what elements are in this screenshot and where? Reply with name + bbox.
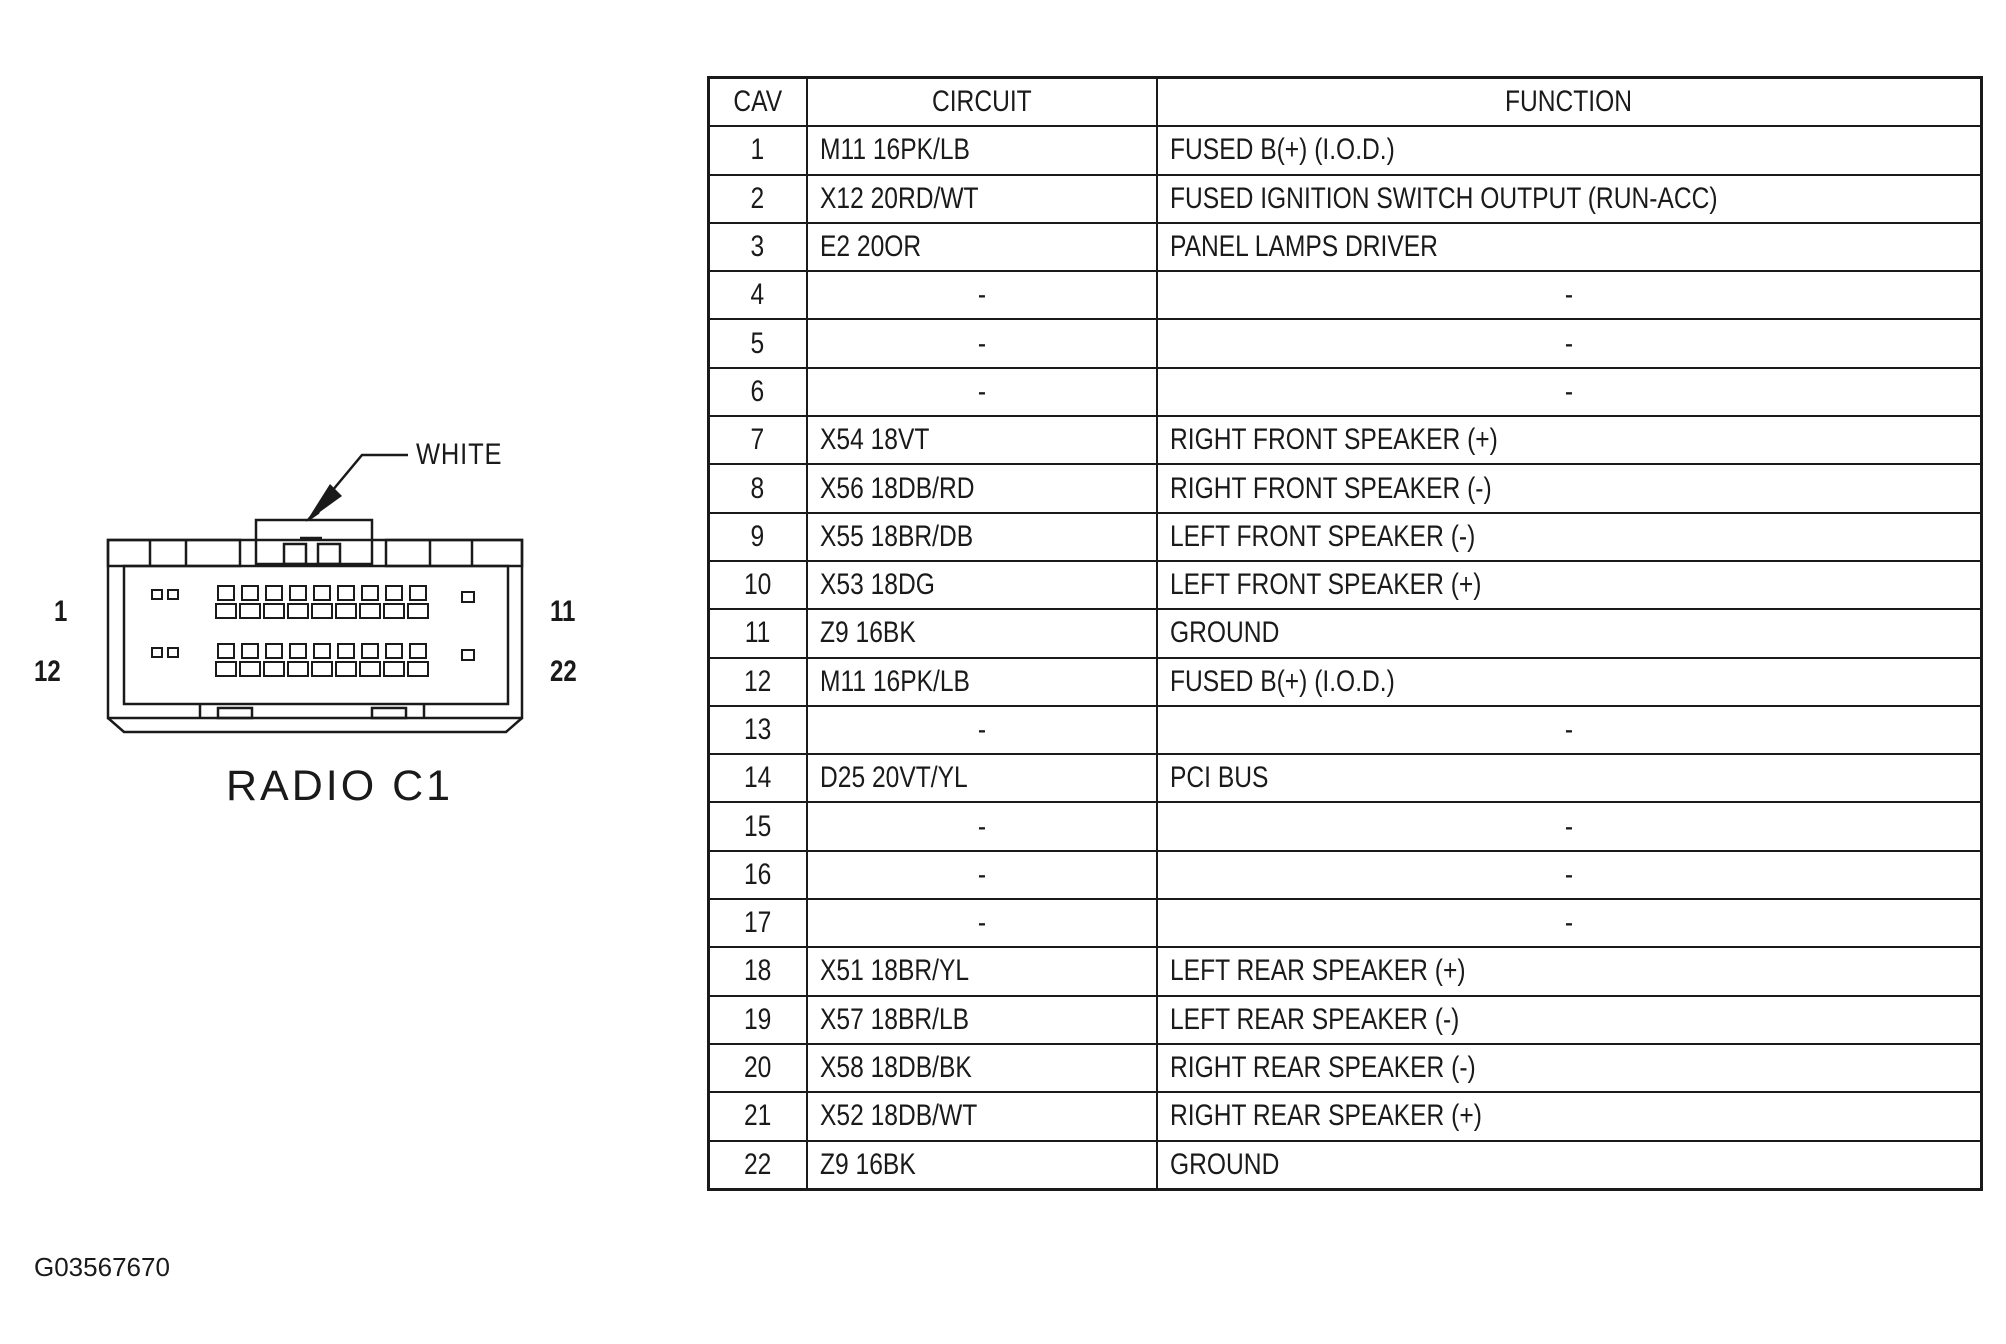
circuit-cell-text: - [977, 713, 986, 746]
cav-cell-text: 21 [744, 1099, 772, 1133]
cav-cell-text: 18 [744, 954, 772, 988]
function-cell-text: LEFT REAR SPEAKER (+) [1169, 954, 1466, 988]
function-cell [1157, 947, 1982, 995]
circuit-cell-text: X52 18DB/WT [819, 1099, 977, 1133]
cav-cell-text: 14 [744, 761, 772, 795]
function-cell [1157, 754, 1982, 802]
cav-cell [709, 561, 807, 609]
cav-cell-text: 2 [750, 181, 765, 215]
circuit-cell-text: X56 18DB/RD [819, 471, 975, 505]
function-cell [1157, 1092, 1982, 1140]
table-row [709, 609, 1982, 657]
circuit-cell-text: - [977, 906, 986, 940]
cav-cell-text: 15 [744, 809, 772, 843]
circuit-cell [807, 319, 1157, 367]
circuit-cell [807, 561, 1157, 609]
circuit-cell-text: Z9 16BK [819, 1147, 916, 1181]
table-row [709, 175, 1982, 223]
circuit-cell [807, 609, 1157, 657]
table-row [709, 802, 1982, 850]
cav-cell [709, 609, 807, 657]
table-row [709, 416, 1982, 464]
table-row [709, 126, 1982, 174]
function-cell [1157, 802, 1982, 850]
circuit-cell-text: D25 20VT/YL [819, 761, 968, 795]
cav-cell [709, 319, 807, 367]
function-cell-text: PCI BUS [1169, 761, 1268, 795]
circuit-cell [807, 802, 1157, 850]
cav-cell-text: 8 [750, 471, 765, 505]
circuit-cell-text: X58 18DB/BK [819, 1051, 972, 1085]
table-header-row [709, 78, 1982, 127]
circuit-cell [807, 706, 1157, 754]
circuit-cell [807, 271, 1157, 319]
function-cell [1157, 175, 1982, 223]
function-cell [1157, 561, 1982, 609]
cav-cell-text: 1 [750, 133, 765, 167]
circuit-cell [807, 996, 1157, 1044]
function-cell-text: FUSED B(+) (I.O.D.) [1169, 133, 1395, 167]
cav-cell-text: 16 [744, 857, 772, 891]
circuit-cell-text: X53 18DG [819, 568, 935, 602]
cav-cell [709, 271, 807, 319]
cav-cell [709, 223, 807, 271]
table-row [709, 513, 1982, 561]
circuit-cell [807, 1044, 1157, 1092]
table-row [709, 899, 1982, 947]
circuit-cell [807, 1141, 1157, 1190]
pin-label-12: 12 [34, 655, 61, 688]
cav-cell-text: 19 [744, 1002, 772, 1036]
circuit-cell [807, 368, 1157, 416]
cav-cell-text: 5 [750, 326, 765, 360]
cav-cell [709, 996, 807, 1044]
table-row [709, 561, 1982, 609]
function-cell-text: LEFT FRONT SPEAKER (+) [1169, 568, 1481, 602]
function-cell [1157, 368, 1982, 416]
function-cell [1157, 706, 1982, 754]
table-row [709, 851, 1982, 899]
cav-cell-text: 10 [744, 568, 772, 602]
cav-cell [709, 947, 807, 995]
cav-cell-text: 13 [744, 713, 772, 746]
function-cell [1157, 464, 1982, 512]
column-header-circuit [807, 78, 1157, 127]
cavity-row-bottom [152, 644, 474, 676]
circuit-cell [807, 175, 1157, 223]
cav-cell-text: 3 [750, 230, 765, 264]
circuit-cell-text: M11 16PK/LB [819, 664, 970, 698]
circuit-cell-text: X57 18BR/LB [819, 1002, 969, 1036]
function-cell-text: GROUND [1169, 1147, 1279, 1181]
connector-latch [256, 520, 372, 564]
circuit-cell-text: - [977, 374, 986, 408]
circuit-cell [807, 223, 1157, 271]
cav-cell-text: 7 [750, 423, 765, 457]
function-cell-text: - [1564, 809, 1573, 843]
cav-cell [709, 513, 807, 561]
function-cell-text: - [1564, 374, 1573, 408]
circuit-cell [807, 947, 1157, 995]
cav-cell [709, 802, 807, 850]
cav-cell-text: 22 [744, 1147, 772, 1181]
circuit-cell-text: M11 16PK/LB [819, 133, 970, 167]
table-row [709, 464, 1982, 512]
function-cell [1157, 271, 1982, 319]
cav-cell [709, 1141, 807, 1190]
column-header-function [1157, 78, 1982, 127]
function-cell [1157, 223, 1982, 271]
column-header-cav-text: CAV [733, 85, 783, 119]
cav-cell [709, 754, 807, 802]
function-cell-text: - [1564, 326, 1573, 360]
circuit-cell [807, 126, 1157, 174]
function-cell-text: - [1564, 857, 1573, 891]
table-row [709, 754, 1982, 802]
function-cell [1157, 1141, 1982, 1190]
circuit-cell [807, 754, 1157, 802]
cav-cell [709, 706, 807, 754]
circuit-cell-text: - [977, 326, 986, 360]
function-cell-text: LEFT FRONT SPEAKER (-) [1169, 519, 1475, 553]
circuit-cell-text: X55 18BR/DB [819, 519, 973, 553]
function-cell-text: RIGHT FRONT SPEAKER (-) [1169, 471, 1492, 505]
cav-cell [709, 1092, 807, 1140]
cav-cell [709, 1044, 807, 1092]
circuit-cell-text: X12 20RD/WT [819, 181, 979, 215]
column-header-cav [709, 78, 807, 127]
cav-cell-text: 17 [744, 906, 772, 940]
table-row [709, 996, 1982, 1044]
cav-cell-text: 11 [744, 616, 771, 650]
circuit-cell [807, 658, 1157, 706]
circuit-cell-text: X51 18BR/YL [819, 954, 969, 988]
cavity-row-top [152, 586, 474, 618]
pinout-body [709, 126, 1982, 1189]
function-cell [1157, 609, 1982, 657]
table-row [709, 658, 1982, 706]
cav-cell [709, 416, 807, 464]
function-cell-text: FUSED B(+) (I.O.D.) [1169, 664, 1395, 698]
table-row [709, 1044, 1982, 1092]
table-row [709, 947, 1982, 995]
function-cell-text: RIGHT REAR SPEAKER (-) [1169, 1051, 1476, 1085]
circuit-cell [807, 513, 1157, 561]
circuit-cell-text: - [977, 809, 986, 843]
circuit-cell-text: - [977, 278, 986, 312]
column-header-function-text: FUNCTION [1505, 85, 1633, 119]
pin-label-1: 1 [54, 595, 68, 628]
circuit-cell [807, 464, 1157, 512]
cav-cell-text: 6 [750, 374, 765, 408]
circuit-cell [807, 899, 1157, 947]
function-cell-text: - [1564, 278, 1573, 312]
function-cell [1157, 126, 1982, 174]
pinout-table [707, 76, 1983, 1191]
function-cell [1157, 319, 1982, 367]
circuit-cell-text: E2 20OR [819, 230, 921, 264]
function-cell [1157, 899, 1982, 947]
pin-label-22: 22 [550, 655, 577, 688]
circuit-cell [807, 1092, 1157, 1140]
function-cell-text: RIGHT FRONT SPEAKER (+) [1169, 423, 1498, 457]
function-cell [1157, 513, 1982, 561]
figure-id: G03567670 [34, 1252, 170, 1282]
cav-cell [709, 464, 807, 512]
cav-cell-text: 12 [744, 664, 772, 698]
function-cell [1157, 1044, 1982, 1092]
callout-label-white: WHITE [416, 438, 503, 471]
circuit-cell-text: - [977, 857, 986, 891]
cav-cell [709, 175, 807, 223]
function-cell [1157, 416, 1982, 464]
cav-cell-text: 4 [750, 278, 765, 312]
pin-label-11: 11 [550, 595, 576, 628]
table-row [709, 1141, 1982, 1190]
table-row [709, 223, 1982, 271]
column-header-circuit-text: CIRCUIT [931, 85, 1032, 119]
function-cell-text: GROUND [1169, 616, 1279, 650]
table-row [709, 319, 1982, 367]
cav-cell [709, 126, 807, 174]
function-cell-text: - [1564, 906, 1573, 940]
cav-cell [709, 851, 807, 899]
connector-name: RADIO C1 [226, 762, 454, 810]
cav-cell [709, 899, 807, 947]
function-cell-text: - [1564, 713, 1573, 746]
table-row [709, 706, 1982, 754]
circuit-cell-text: X54 18VT [819, 423, 929, 457]
cav-cell [709, 368, 807, 416]
cav-cell-text: 9 [750, 519, 765, 553]
circuit-cell [807, 851, 1157, 899]
function-cell-text: RIGHT REAR SPEAKER (+) [1169, 1099, 1482, 1133]
function-cell-text: FUSED IGNITION SWITCH OUTPUT (RUN-ACC) [1169, 181, 1718, 215]
connector-drawing [0, 0, 620, 780]
circuit-cell [807, 416, 1157, 464]
cav-cell [709, 658, 807, 706]
cav-cell-text: 20 [744, 1051, 772, 1085]
circuit-cell-text: Z9 16BK [819, 616, 916, 650]
table-row [709, 368, 1982, 416]
function-cell-text: LEFT REAR SPEAKER (-) [1169, 1002, 1459, 1036]
table-row [709, 271, 1982, 319]
function-cell-text: PANEL LAMPS DRIVER [1169, 230, 1438, 264]
function-cell [1157, 658, 1982, 706]
function-cell [1157, 851, 1982, 899]
function-cell [1157, 996, 1982, 1044]
table-row [709, 1092, 1982, 1140]
